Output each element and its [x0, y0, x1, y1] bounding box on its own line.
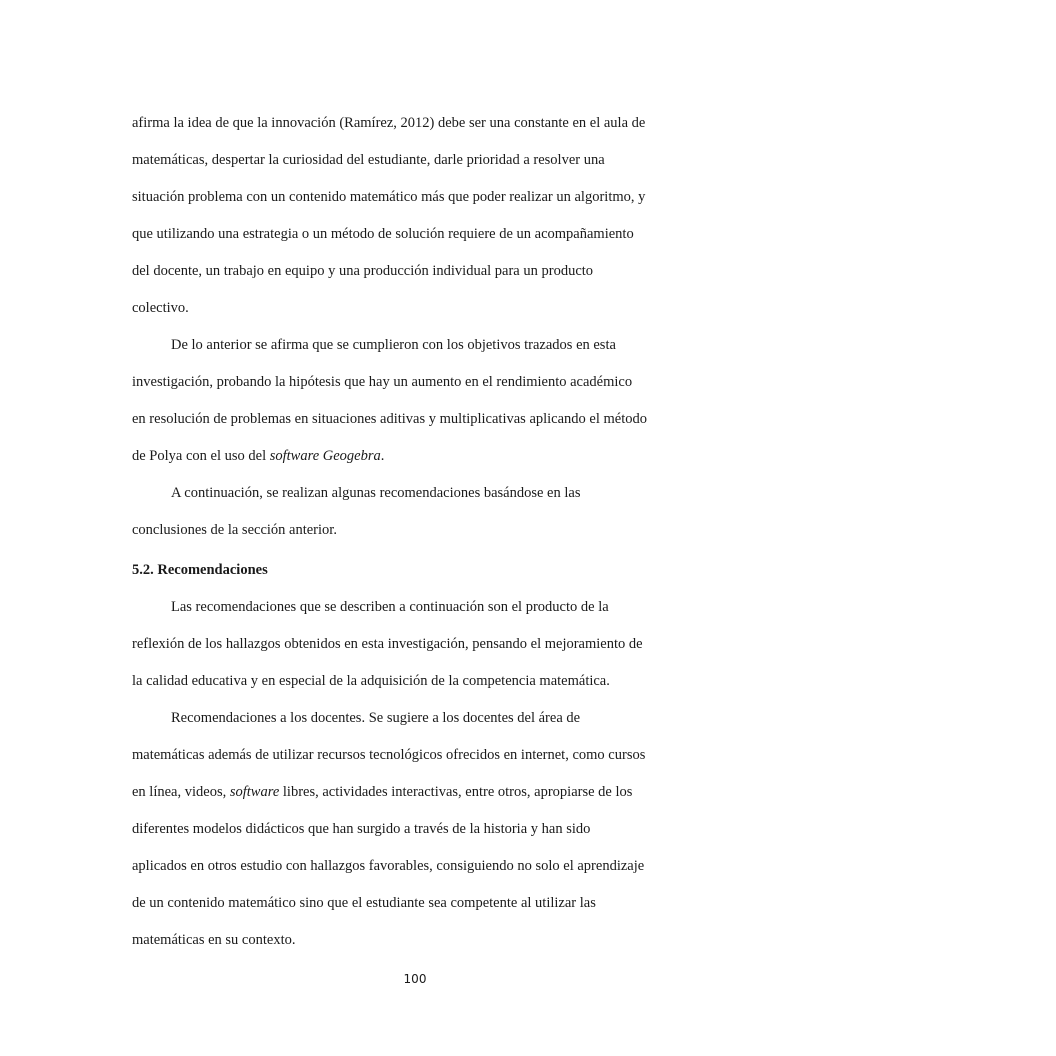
text-line: matemáticas en su contexto. — [132, 932, 296, 948]
text-line: De lo anterior se afirma que se cumplieron con los objetivos trazados en esta — [171, 337, 616, 353]
text-line: reflexión de los hallazgos obtenidos en esta investigación, pensando el mejoramiento de — [132, 636, 643, 652]
text-line: del docente, un trabajo en equipo y una producción individual para un producto — [132, 263, 594, 279]
text-line: conclusiones de la sección anterior. — [132, 522, 337, 538]
paragraph-innovation — [132, 105, 704, 327]
text-line: Las recomendaciones que se describen a continuación son el producto de la — [171, 599, 609, 615]
text-line: matemáticas además de utilizar recursos tecnológicos ofrecidos en internet, como cursos — [132, 747, 646, 763]
paragraph-objectives — [132, 327, 704, 475]
text-line: colectivo. — [132, 300, 189, 316]
text-line: en resolución de problemas en situaciones aditivas y multiplicativas aplicando el método — [132, 411, 648, 427]
text-line: situación problema con un contenido matemático más que poder realizar un algoritmo, y — [132, 189, 646, 205]
text-line: investigación, probando la hipótesis que hay un aumento en el rendimiento académico — [132, 374, 633, 390]
text-line: A continuación, se realizan algunas recomendaciones basándose en las — [171, 485, 581, 501]
text-line — [132, 774, 704, 811]
text-segment: de Polya con el uso del — [132, 448, 270, 464]
text-line: Recomendaciones a los docentes. Se sugiere a los docentes del área de — [171, 710, 581, 726]
italic-software-name: software Geogebra — [269, 448, 381, 464]
text-line: afirma la idea de que la innovación (Ramírez, 2012) debe ser una constante en el aula de — [132, 115, 646, 131]
body-text — [132, 105, 704, 959]
text-line: aplicados en otros estudio con hallazgos favorables, consiguiendo no solo el aprendizaje — [132, 858, 645, 874]
text-line: diferentes modelos didácticos que han surgido a través de la historia y han sido — [132, 821, 591, 837]
paragraph-teacher-recommendations — [132, 700, 704, 959]
italic-software-word: software — [229, 784, 280, 800]
text-line: la calidad educativa y en especial de la adquisición de la competencia matemática. — [132, 673, 610, 689]
page-number: 100 — [403, 972, 427, 986]
text-line — [132, 438, 704, 475]
section-heading: 5.2. Recomendaciones — [132, 562, 268, 578]
paragraph-continuation — [132, 475, 704, 549]
text-line: matemáticas, despertar la curiosidad del estudiante, darle prioridad a resolver una — [132, 152, 605, 168]
paragraph-recommendations-intro — [132, 589, 704, 700]
text-line: de un contenido matemático sino que el estudiante sea competente al utilizar las — [132, 895, 596, 911]
text-line: que utilizando una estrategia o un método de solución requiere de un acompañamiento — [132, 226, 634, 242]
text-segment: . — [380, 448, 385, 464]
text-segment: en línea, videos, — [132, 784, 230, 800]
text-segment: libres, actividades interactivas, entre otros, apropiarse de los — [279, 784, 633, 800]
